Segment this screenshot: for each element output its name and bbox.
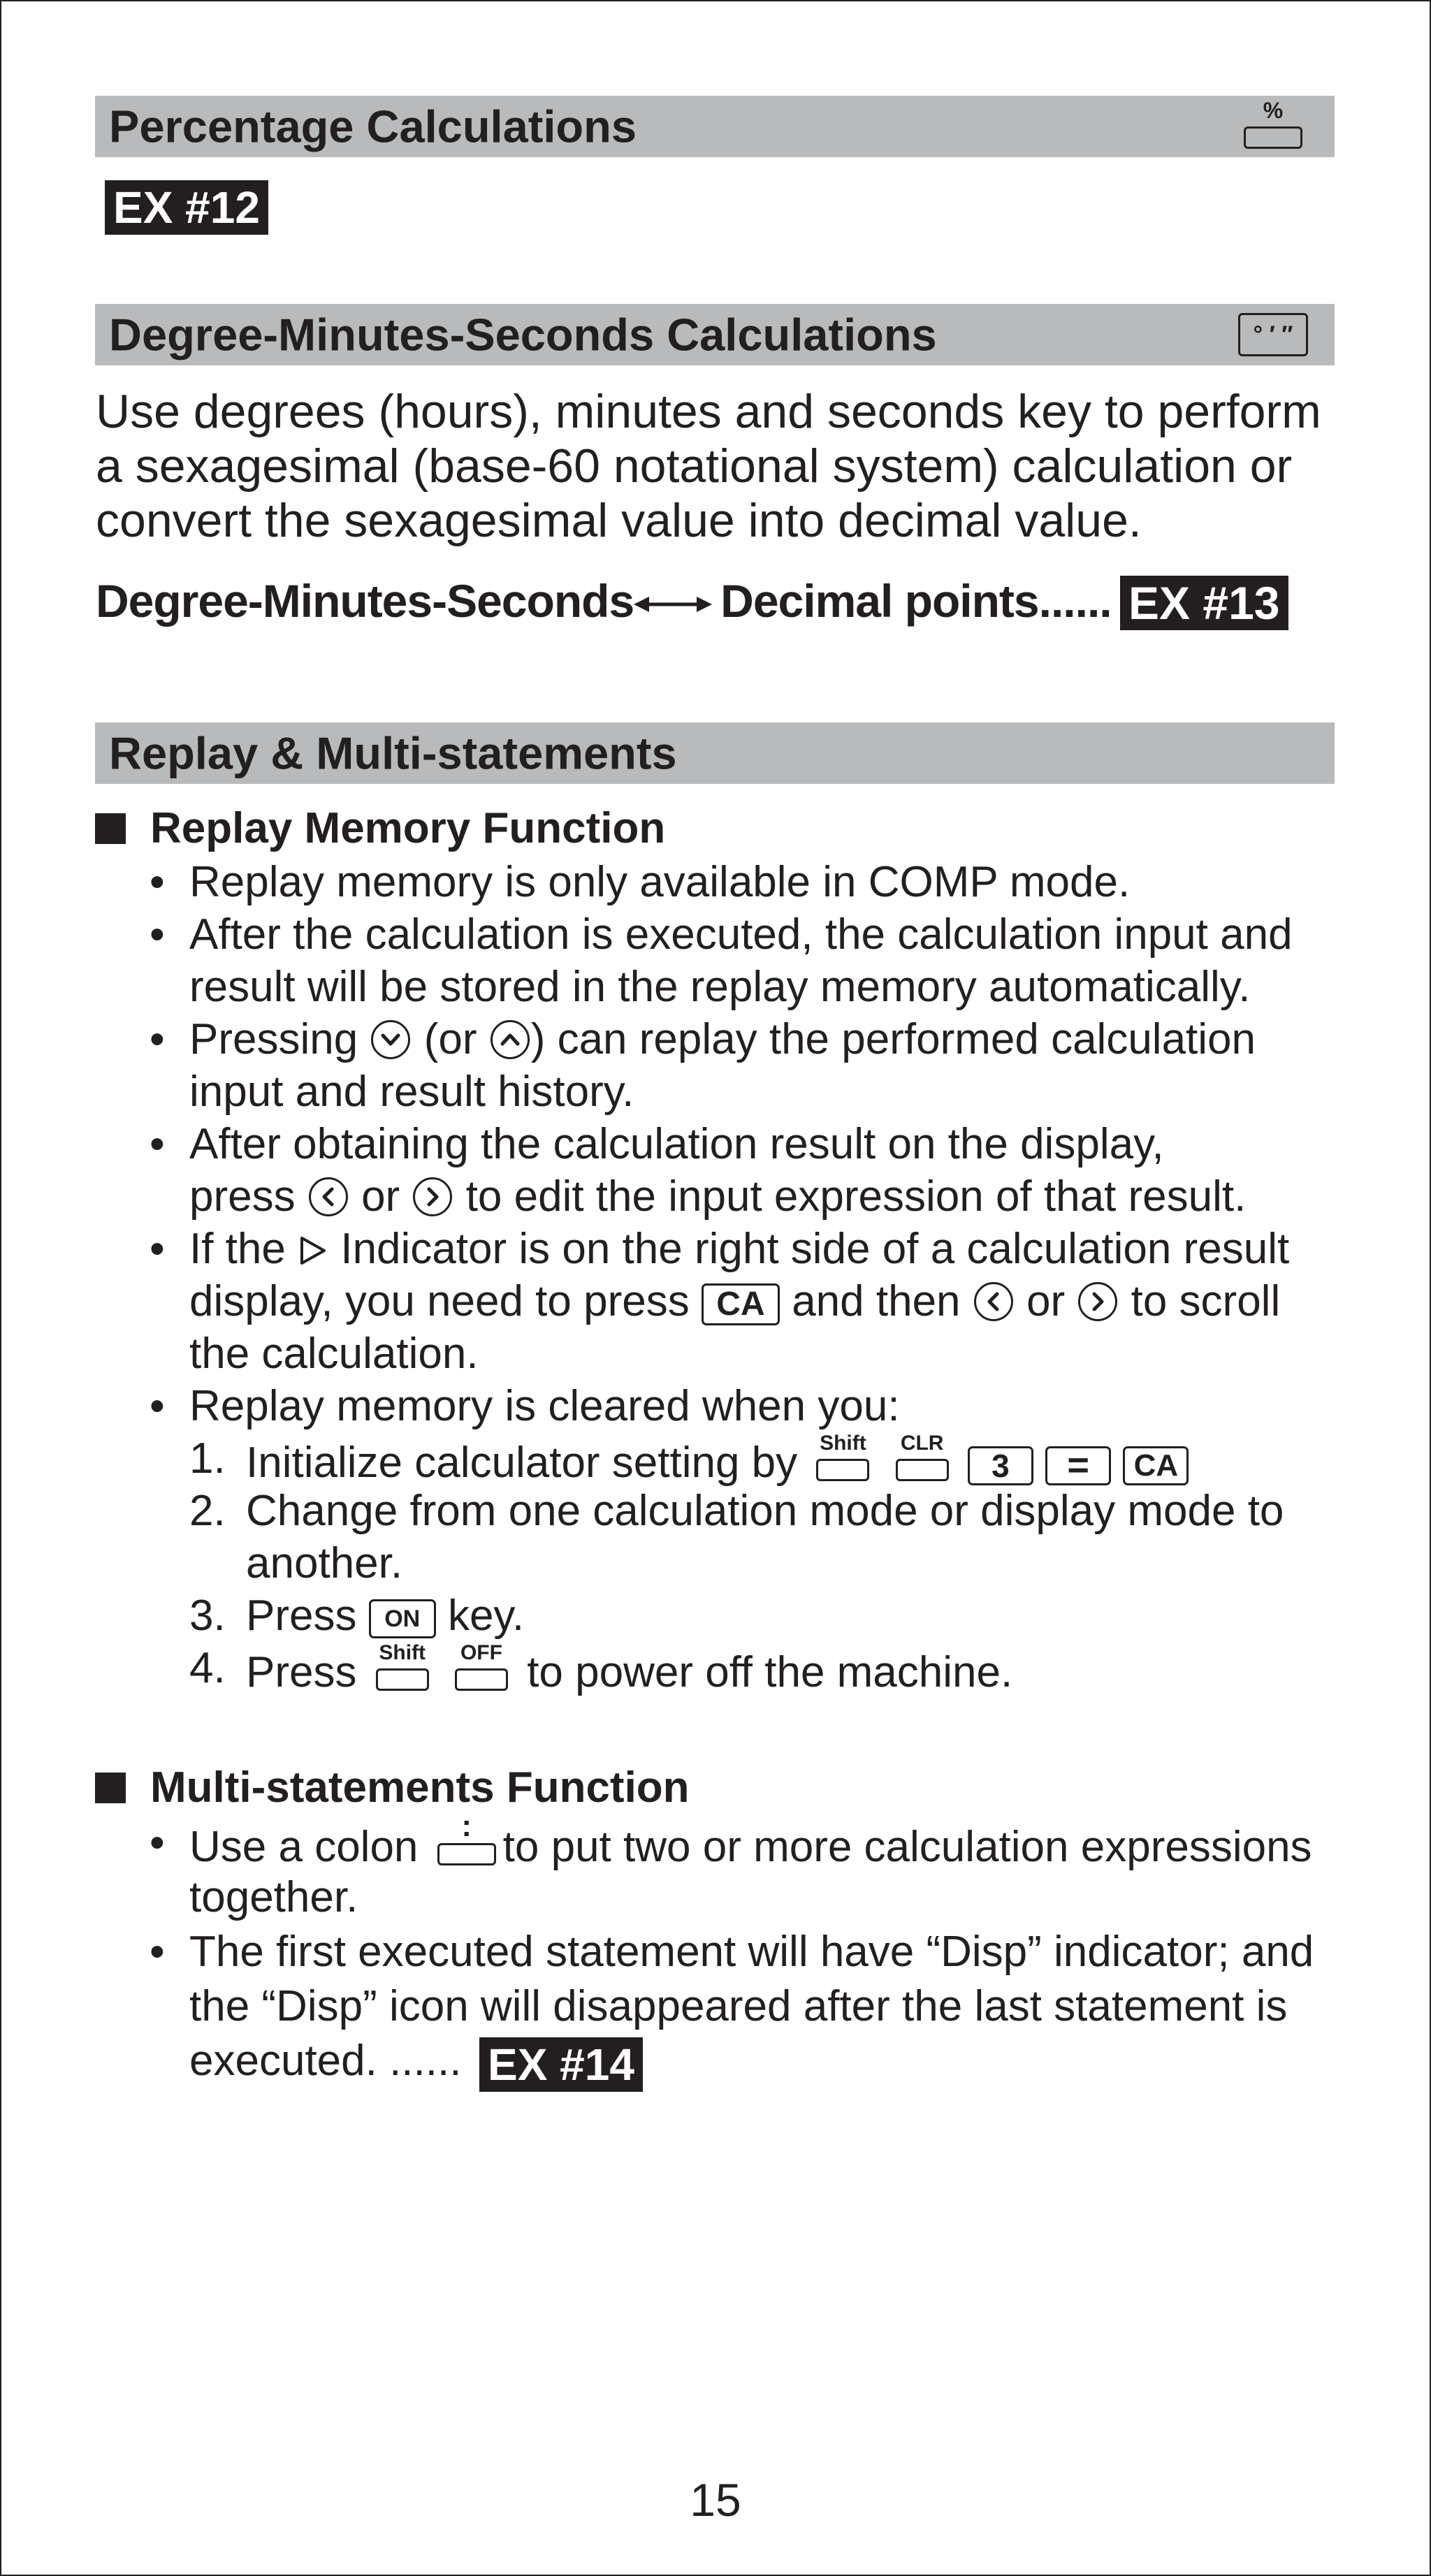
bullet-dot: • (150, 1120, 165, 1168)
replay-bullet-6: Replay memory is cleared when you: (189, 1382, 900, 1430)
replay-bullet-4-line-1: After obtaining the calculation result on the display, (189, 1120, 1164, 1168)
bullet-dot: • (150, 858, 165, 906)
replay-header (95, 722, 1335, 784)
equals-key-icon: = (1045, 1446, 1111, 1485)
numbered-item-3 (246, 1589, 524, 1643)
on-key-icon: ON (369, 1599, 436, 1638)
numbered-item-2-line-1: Change from one calculation mode or display mode to (246, 1487, 1284, 1535)
ca-key-icon: CA (702, 1283, 780, 1325)
off-key-icon (452, 1642, 511, 1694)
shift-key-box (816, 1459, 869, 1481)
text-use-colon: Use a colon (189, 1823, 419, 1871)
left-arrow-key-icon (309, 1177, 348, 1216)
colon-key-label: : (461, 1809, 472, 1843)
multi-bullet-1-line-2: together. (189, 1873, 358, 1921)
dms-description-line-3: convert the sexagesimal value into decimal value. (96, 494, 1142, 547)
multi-bullet-2-line-3: executed. ...... (189, 2037, 462, 2085)
replay-bullet-5-line-3: the calculation. (189, 1330, 479, 1378)
dms-header (95, 304, 1335, 365)
replay-bullet-2-line-1: After the calculation is executed, the calculation input and (189, 910, 1293, 959)
colon-key-box (437, 1843, 496, 1865)
replay-bullet-5-line-2 (189, 1275, 1280, 1328)
percent-key-label: % (1263, 98, 1284, 123)
left-arrow-key-icon (974, 1282, 1013, 1321)
text-or: or (361, 1172, 400, 1221)
down-arrow-key-icon (371, 1020, 410, 1059)
text-and-then: and then (792, 1277, 961, 1325)
shift-key-icon (373, 1642, 432, 1694)
text-display-press: display, you need to press (189, 1277, 690, 1325)
text-replay-performed: ) can replay the performed calculation (530, 1015, 1256, 1063)
replay-bullet-3-line-2: input and result history. (189, 1068, 634, 1116)
dms-key-icon: ° ′ ″ (1238, 313, 1308, 356)
list-number-1: 1. (189, 1434, 226, 1483)
numbered-item-2-line-2: another. (246, 1539, 403, 1587)
text-power-off: to power off the machine. (527, 1648, 1013, 1696)
text-or: (or (423, 1015, 477, 1063)
replay-title: Replay & Multi-statements (109, 727, 677, 779)
double-arrow-icon (634, 590, 712, 618)
dms-description-line-1: Use degrees (hours), minutes and seconds key to perform (96, 385, 1321, 438)
bullet-dot: • (150, 1225, 165, 1273)
bullet-dot: • (150, 1382, 165, 1430)
off-key-box (455, 1668, 508, 1691)
numbered-item-1 (246, 1432, 1189, 1490)
bullet-dot: • (150, 910, 165, 959)
text-press: Press (246, 1592, 357, 1640)
right-indicator-icon (298, 1234, 328, 1267)
text-pressing: Pressing (189, 1015, 358, 1063)
percentage-title: Percentage Calculations (109, 101, 637, 152)
right-arrow-key-icon (413, 1177, 452, 1216)
replay-bullet-4-line-2 (189, 1170, 1246, 1223)
off-key-label: OFF (460, 1641, 502, 1664)
list-number-2: 2. (189, 1487, 226, 1535)
page-number: 15 (690, 2474, 741, 2526)
example-badge-12: EX #12 (105, 180, 268, 235)
shift-key-label: Shift (379, 1641, 426, 1664)
shift-key-label: Shift (820, 1432, 866, 1455)
text-if-the: If the (189, 1225, 286, 1273)
up-arrow-key-icon (491, 1020, 530, 1059)
shift-key-box (376, 1668, 429, 1691)
shift-key-icon (813, 1432, 872, 1484)
text-put-two: to put two or more calculation expressions (502, 1823, 1312, 1871)
percent-key-icon (1241, 99, 1305, 154)
clr-key-label: CLR (900, 1432, 944, 1455)
replay-bullet-5-line-1 (189, 1223, 1289, 1276)
right-arrow-key-icon (1078, 1282, 1117, 1321)
dms-title: Degree-Minutes-Seconds Calculations (109, 309, 937, 361)
clr-key-icon (893, 1432, 952, 1484)
text-press: press (189, 1172, 296, 1221)
dms-description-line-2: a sexagesimal (base-60 notational system) calculation or (96, 439, 1293, 493)
replay-bullet-1: Replay memory is only available in COMP mode. (189, 858, 1131, 906)
multi-bullet-1-line-1 (189, 1809, 1312, 1874)
three-key-icon: 3 (968, 1446, 1033, 1485)
multi-bullet-2-line-2: the “Disp” icon will disappeared after the last statement is (189, 1982, 1288, 2030)
text-indicator: Indicator is on the right side of a calculation result (340, 1225, 1290, 1273)
conversion-right-label: Decimal points...... (720, 575, 1112, 627)
replay-bullet-2-line-2: result will be stored in the replay memory automatically. (189, 963, 1251, 1011)
text-initialize: Initialize calculator setting by (246, 1439, 798, 1487)
bullet-dot: • (150, 1015, 165, 1063)
list-number-4: 4. (189, 1644, 226, 1692)
example-badge-14: EX #14 (479, 2037, 643, 2092)
list-number-3: 3. (189, 1592, 226, 1640)
example-badge-13: EX #13 (1120, 576, 1288, 630)
ca-key-icon: CA (1123, 1446, 1189, 1485)
multi-statements-heading: Multi-statements Function (150, 1763, 690, 1812)
text-or: or (1026, 1277, 1066, 1325)
dms-conversion-line (96, 573, 1112, 629)
colon-key-icon (435, 1809, 499, 1868)
clr-key-box (896, 1459, 949, 1481)
replay-memory-heading: Replay Memory Function (150, 804, 666, 852)
bullet-dot: • (150, 1819, 165, 1867)
percent-key-box (1244, 126, 1302, 149)
multi-bullet-2-line-1: The first executed statement will have “Disp” indicator; and (189, 1928, 1314, 1976)
replay-heading-marker (95, 813, 126, 844)
conversion-left-label: Degree-Minutes-Seconds (96, 575, 634, 627)
percentage-header (95, 96, 1335, 157)
text-edit-input: to edit the input expression of that result. (465, 1172, 1247, 1221)
multi-heading-marker (95, 1773, 126, 1803)
bullet-dot: • (150, 1928, 165, 1976)
text-key: key. (447, 1592, 525, 1640)
replay-bullet-3-line-1 (189, 1013, 1256, 1066)
text-to-scroll: to scroll (1131, 1277, 1281, 1325)
numbered-item-4 (246, 1642, 1012, 1699)
text-press: Press (246, 1648, 357, 1696)
